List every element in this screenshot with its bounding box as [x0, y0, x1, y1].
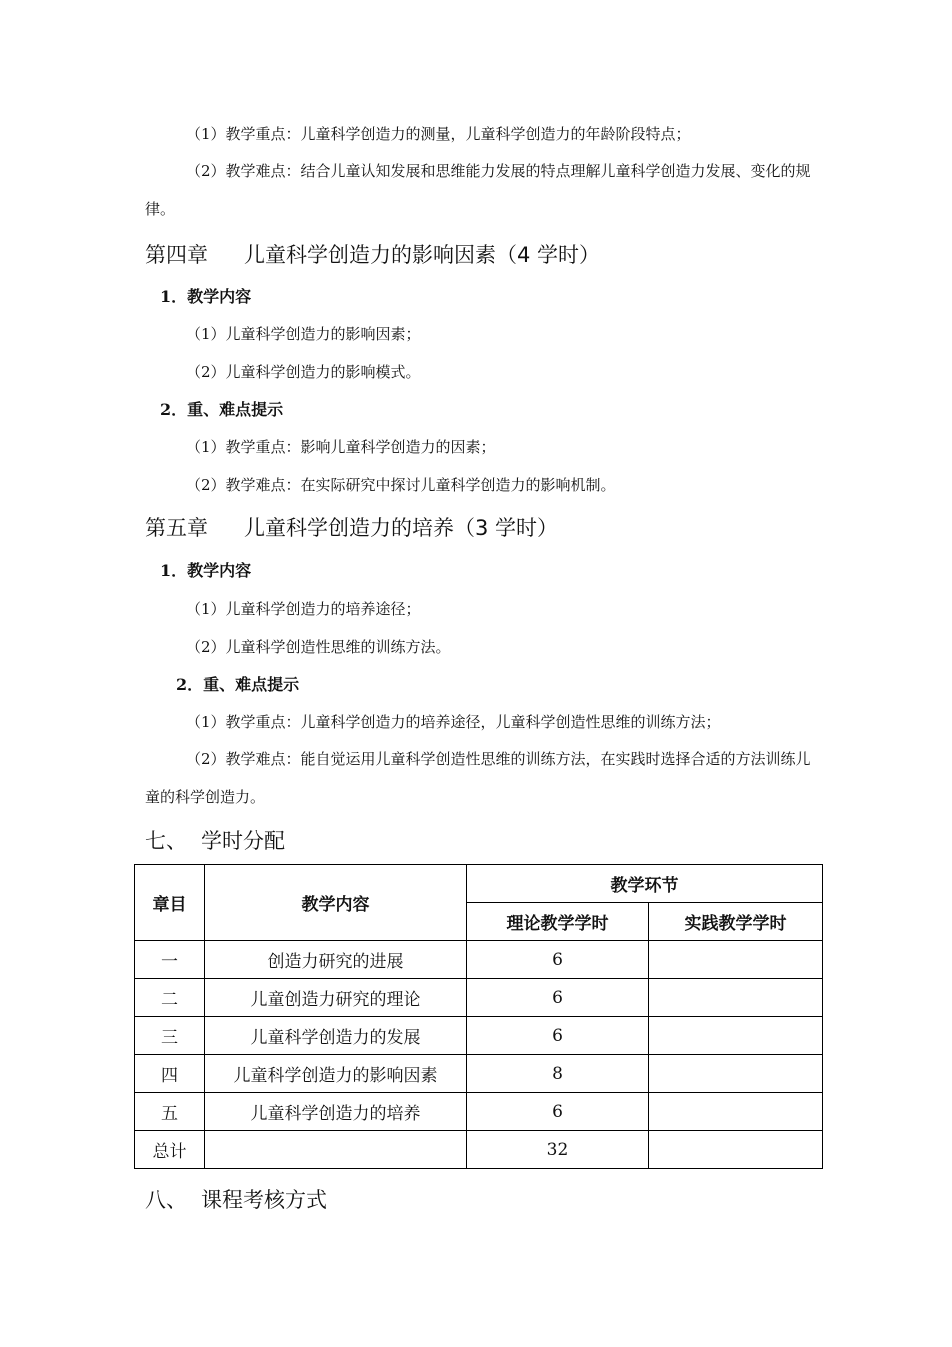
cell-practice: [649, 1055, 823, 1093]
chapter5-title: 儿童科学创造力的培养（3 学时）: [244, 516, 559, 540]
header-content: 教学内容: [205, 865, 467, 941]
section7-heading: [145, 827, 285, 855]
cell-chapter: 二: [135, 979, 205, 1017]
cell-practice: [649, 1093, 823, 1131]
ch4-keys-heading: 2．重、难点提示: [160, 400, 284, 419]
cell-total-label: 总计: [135, 1131, 205, 1169]
table-row: [135, 1017, 823, 1055]
cell-content: 儿童科学创造力的培养: [205, 1093, 467, 1131]
cell-theory: 6: [467, 979, 649, 1017]
section7-number: 七、: [145, 829, 187, 853]
cell-theory: 6: [467, 1093, 649, 1131]
section8-title: 课程考核方式: [201, 1188, 327, 1212]
table-row: [135, 979, 823, 1017]
ch5-content-item: （2）儿童科学创造性思维的训练方法。: [186, 638, 451, 656]
section8-heading: [145, 1186, 327, 1214]
header-theory-hours: 理论教学学时: [467, 903, 649, 941]
ch4-key-item: （2）教学难点：在实际研究中探讨儿童科学创造力的影响机制。: [186, 476, 616, 494]
ch5-difficulty: （2）教学难点：能自觉运用儿童科学创造性思维的训练方法，在实践时选择合适的方法训练儿童的科学创造力。: [145, 750, 811, 806]
chapter4-number: 第四章: [145, 243, 208, 267]
table-total-row: [135, 1131, 823, 1169]
chapter5-heading: [145, 514, 558, 542]
header-chapter: 章目: [135, 865, 205, 941]
cell-theory: 6: [467, 1017, 649, 1055]
cell-practice: [649, 979, 823, 1017]
cell-content: 儿童科学创造力的影响因素: [205, 1055, 467, 1093]
cell-content: 创造力研究的进展: [205, 941, 467, 979]
cell-content: 儿童创造力研究的理论: [205, 979, 467, 1017]
cell-theory: 6: [467, 941, 649, 979]
table-row: [135, 941, 823, 979]
ch5-content-item: （1）儿童科学创造力的培养途径；: [186, 600, 421, 618]
chapter4-title: 儿童科学创造力的影响因素（4 学时）: [244, 243, 601, 267]
cell-total-practice: [649, 1131, 823, 1169]
cell-content: 儿童科学创造力的发展: [205, 1017, 467, 1055]
table-row: [135, 1093, 823, 1131]
ch5-focus: （1）教学重点：儿童科学创造力的培养途径，儿童科学创造性思维的训练方法；: [186, 713, 721, 731]
cell-practice: [649, 941, 823, 979]
chapter4-heading: [145, 241, 600, 269]
cell-chapter: 五: [135, 1093, 205, 1131]
ch3-difficulty: （2）教学难点：结合儿童认知发展和思维能力发展的特点理解儿童科学创造力发展、变化的规律。: [145, 162, 811, 218]
cell-chapter: 三: [135, 1017, 205, 1055]
cell-practice: [649, 1017, 823, 1055]
section8-number: 八、: [145, 1188, 187, 1212]
ch5-keys-heading: 2．重、难点提示: [176, 675, 300, 694]
ch4-content-item: （2）儿童科学创造力的影响模式。: [186, 363, 421, 381]
section7-title: 学时分配: [201, 829, 285, 853]
cell-total-content: [205, 1131, 467, 1169]
cell-theory: 8: [467, 1055, 649, 1093]
ch5-content-heading: 1．教学内容: [160, 561, 252, 580]
cell-chapter: 一: [135, 941, 205, 979]
cell-total-theory: 32: [467, 1131, 649, 1169]
hours-allocation-table: [134, 864, 823, 1169]
table-row: [135, 1055, 823, 1093]
ch4-content-item: （1）儿童科学创造力的影响因素；: [186, 325, 421, 343]
ch4-content-heading: 1．教学内容: [160, 287, 252, 306]
ch4-key-item: （1）教学重点：影响儿童科学创造力的因素；: [186, 438, 496, 456]
header-stage: 教学环节: [467, 865, 823, 903]
ch3-focus: （1）教学重点：儿童科学创造力的测量，儿童科学创造力的年龄阶段特点；: [186, 125, 691, 143]
header-practice-hours: 实践教学学时: [649, 903, 823, 941]
chapter5-number: 第五章: [145, 516, 208, 540]
cell-chapter: 四: [135, 1055, 205, 1093]
